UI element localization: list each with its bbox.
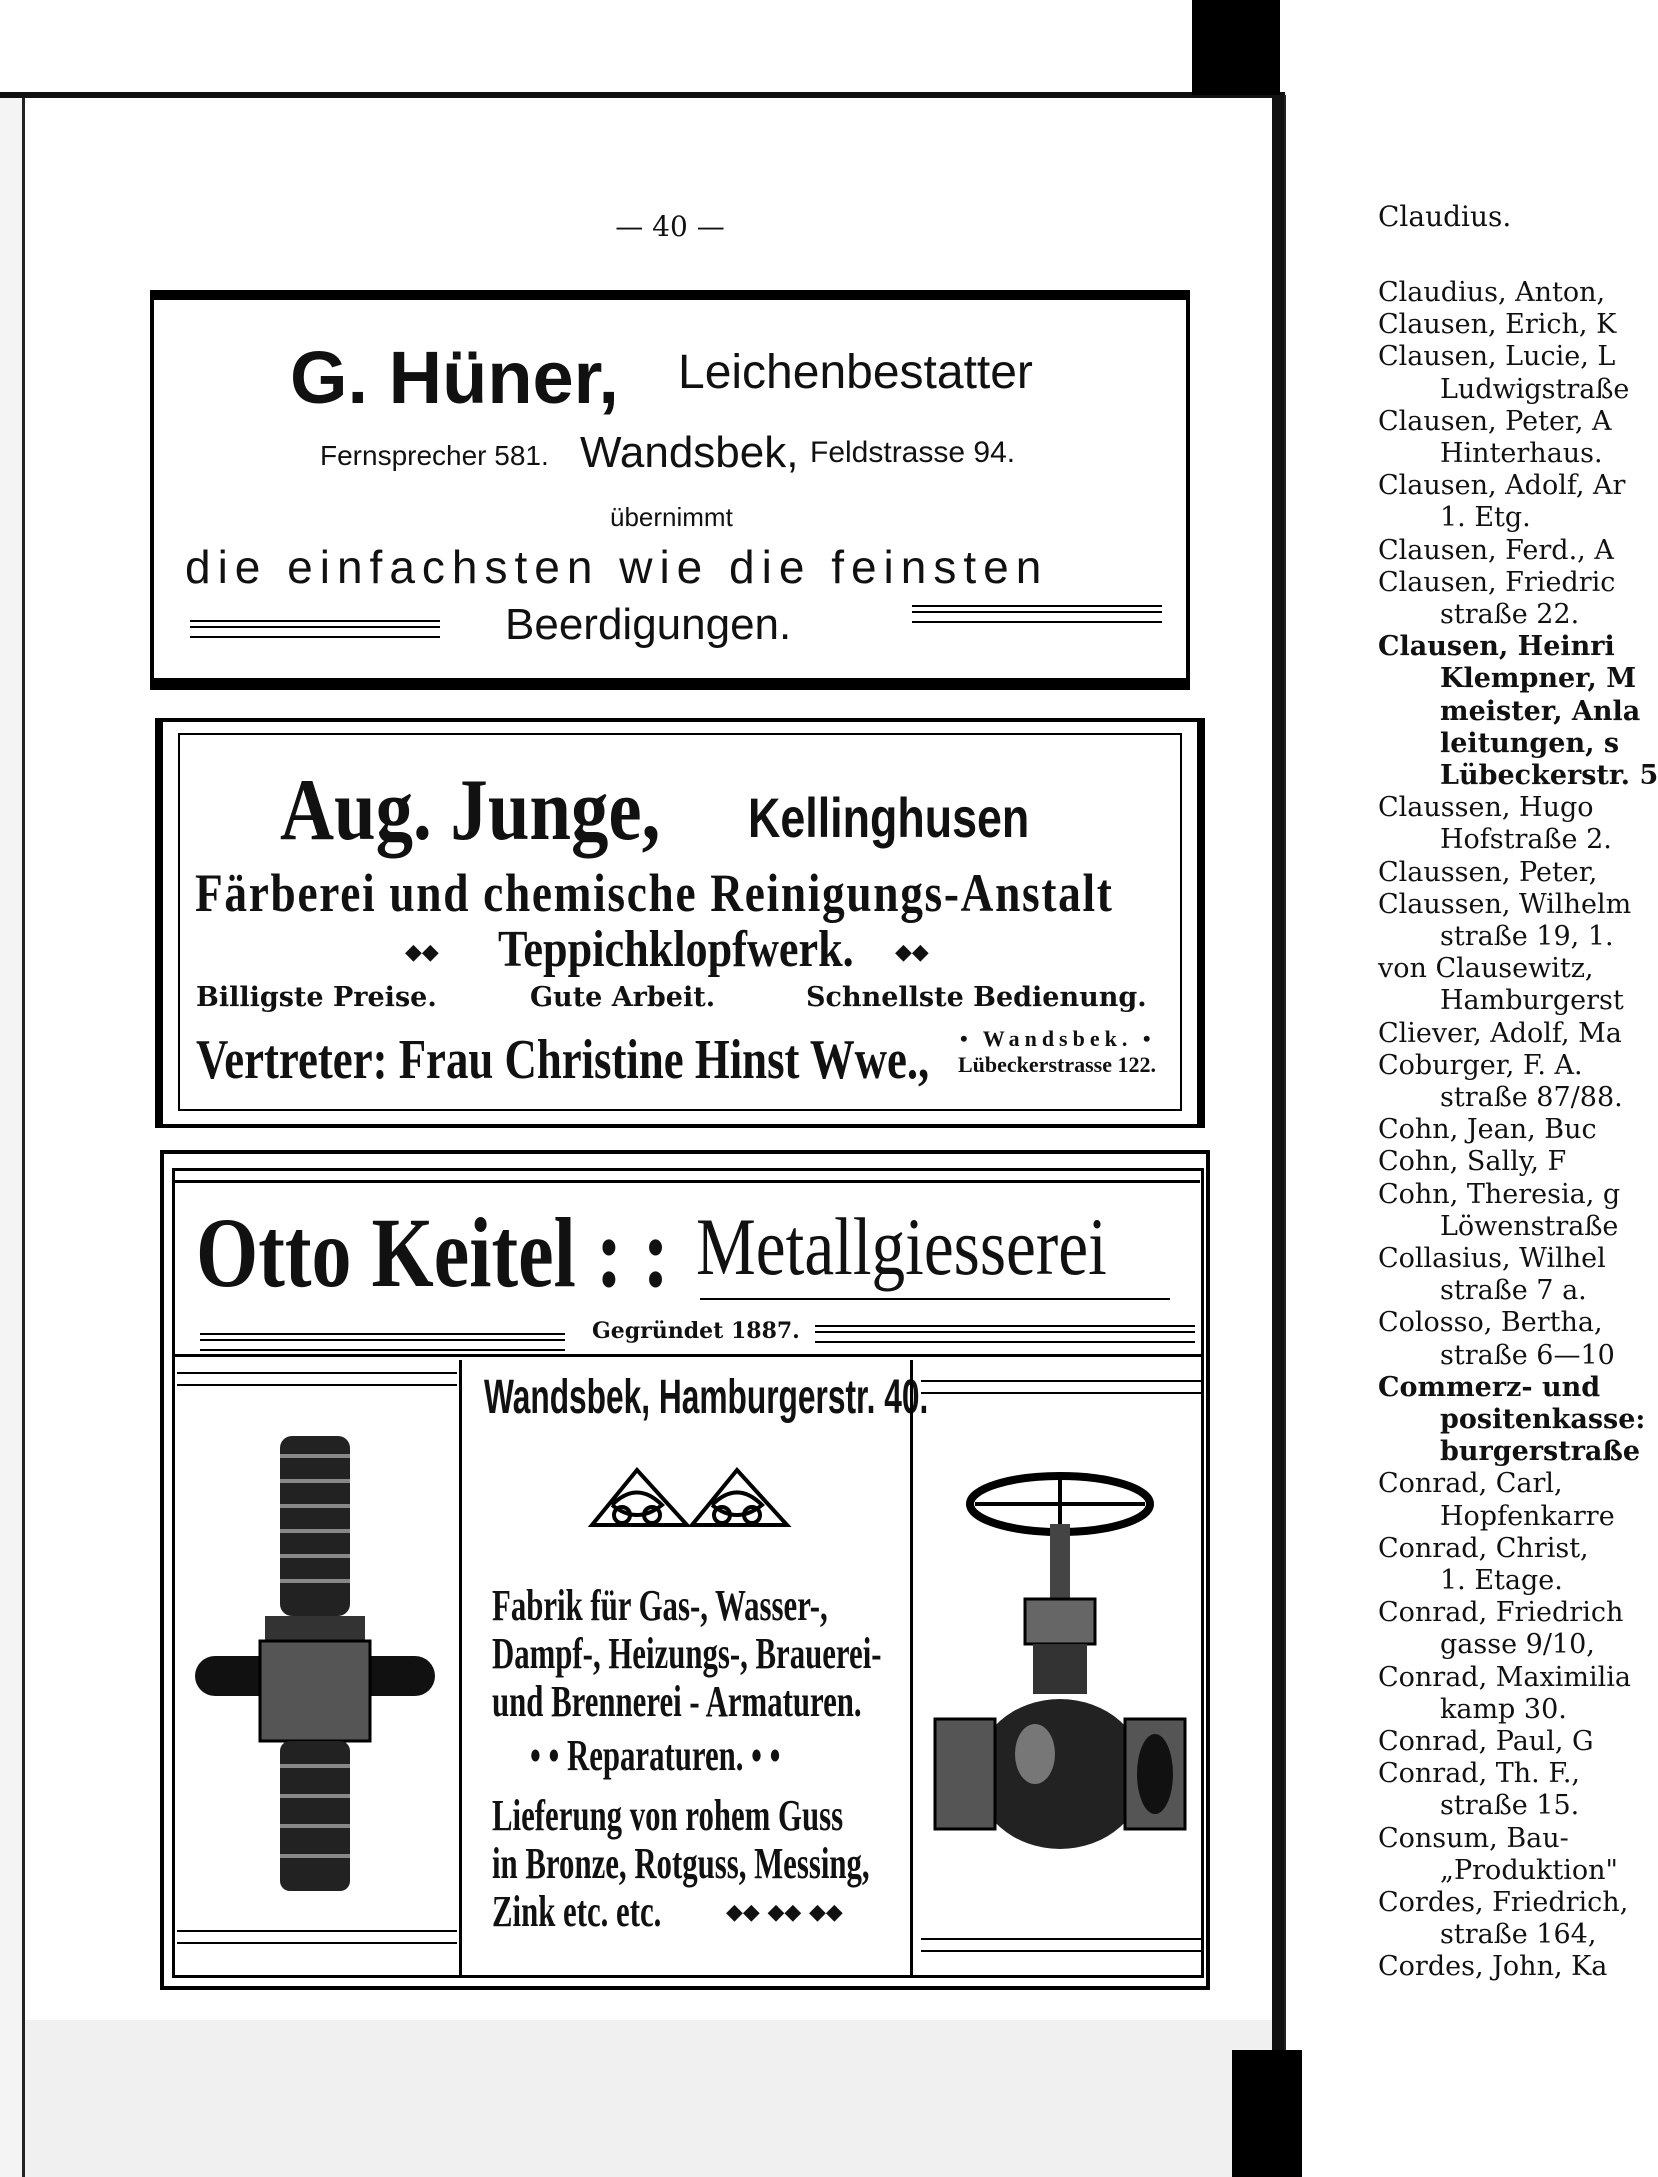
page-top-edge — [0, 92, 1285, 98]
directory-entry: Claussen, Hugo — [1378, 792, 1594, 824]
directory-entry: Conrad, Paul, G — [1378, 1726, 1594, 1757]
hose-coupling-icon — [180, 1426, 450, 1906]
ad-keitel-supply-line: Lieferung von rohem Guss — [492, 1791, 844, 1840]
directory-entry: gasse 9/10, — [1440, 1629, 1595, 1661]
ad-huener-street: Feldstrasse 94. — [810, 436, 1016, 469]
directory-entry: Collasius, Wilhel — [1378, 1243, 1606, 1274]
ornament-icon: ◆◆ ◆◆ ◆◆ — [726, 1900, 843, 1925]
directory-entry: burgerstraße — [1440, 1436, 1641, 1468]
directory-entry: Hofstraße 2. — [1440, 824, 1612, 856]
directory-entry: Cordes, Friedrich, — [1378, 1887, 1629, 1918]
decorative-rule — [177, 1372, 457, 1386]
directory-entry: Conrad, Carl, — [1378, 1468, 1563, 1500]
directory-entry: Claudius, Anton, — [1378, 277, 1606, 308]
directory-entry: Clausen, Adolf, Ar — [1378, 470, 1626, 502]
directory-entry: Conrad, Maximilia — [1378, 1661, 1631, 1693]
ad-junge-rep-city: • Wandsbek. • — [960, 1026, 1156, 1051]
decorative-rule — [190, 620, 440, 638]
ad-huener-phone: Fernsprecher 581. — [320, 440, 549, 471]
ad-junge-service: Schnellste Bedienung. — [806, 982, 1147, 1013]
ad-keitel-fabrik-line: Fabrik für Gas-, Wasser-, — [492, 1581, 828, 1630]
ad-keitel-supply-line: Zink etc. etc. — [492, 1887, 662, 1936]
directory-entry: von Clausewitz, — [1378, 953, 1594, 985]
directory-entry: positenkasse: — [1440, 1404, 1646, 1435]
ad-huener-tagline: die einfachsten wie die feinsten — [185, 541, 1049, 593]
page-number: — 40 — — [615, 210, 725, 243]
spine-shadow-top — [1192, 0, 1280, 95]
ornament-icon: ◆◆ — [405, 940, 439, 965]
directory-entry: Claussen, Peter, — [1378, 856, 1598, 888]
decorative-rule — [912, 605, 1162, 623]
ad-junge-carpet: Teppichklopfwerk. — [498, 921, 854, 978]
ad-keitel-fabrik-line: und Brennerei - Armaturen. — [492, 1677, 862, 1726]
ad-keitel-supply-line: in Bronze, Rotguss, Messing, — [492, 1839, 870, 1888]
ad-junge-business: Färberei und chemische Reinigungs-Anstalt — [195, 863, 1114, 923]
directory-entry: Conrad, Th. F., — [1378, 1758, 1581, 1790]
decorative-rule — [175, 1180, 1200, 1183]
directory-entry: meister, Anla — [1440, 695, 1641, 727]
directory-entry: Consum, Bau- — [1378, 1822, 1569, 1854]
directory-entry: Cohn, Jean, Buc — [1378, 1114, 1597, 1146]
directory-entry: straße 15. — [1440, 1790, 1580, 1822]
directory-entry: Clausen, Heinri — [1378, 631, 1615, 663]
directory-entry: straße 6—10 — [1440, 1339, 1615, 1371]
art-nouveau-ornament-icon — [582, 1455, 802, 1540]
ad-junge-name: Aug. Junge, — [280, 762, 661, 859]
decorative-rule — [921, 1380, 1201, 1394]
directory-entry: Clausen, Friedric — [1378, 566, 1616, 598]
decorative-rule — [172, 1354, 1204, 1357]
decorative-rule — [700, 1298, 1170, 1300]
ad-keitel-founded: Gegründet 1887. — [592, 1318, 800, 1344]
directory-entry: Cordes, John, Ka — [1378, 1951, 1608, 1983]
ad-junge-work: Gute Arbeit. — [530, 982, 716, 1013]
directory-entry: Klempner, M — [1440, 663, 1637, 695]
directory-entry: Coburger, F. A. — [1378, 1049, 1583, 1081]
gutter-shadow — [1272, 95, 1284, 2050]
ad-huener-service: Beerdigungen. — [505, 600, 792, 649]
ad-junge-representative: Vertreter: Frau Christine Hinst Wwe., — [196, 1029, 930, 1091]
decorative-rule — [815, 1325, 1195, 1343]
directory-entry: Clausen, Lucie, L — [1378, 341, 1616, 373]
directory-entry: straße 19, 1. — [1440, 921, 1614, 952]
directory-entry: straße 7 a. — [1440, 1275, 1587, 1307]
directory-entry: Conrad, Christ, — [1378, 1532, 1589, 1564]
directory-entry: Claussen, Wilhelm — [1378, 888, 1632, 920]
directory-entry: Clausen, Erich, K — [1378, 309, 1617, 341]
directory-entry: Cohn, Theresia, g — [1378, 1178, 1621, 1210]
directory-entry: Cliever, Adolf, Ma — [1378, 1017, 1622, 1049]
ad-huener-title: Leichenbestatter — [678, 346, 1033, 399]
directory-entry: Hopfenkarre — [1440, 1500, 1615, 1532]
valve-icon — [925, 1464, 1195, 1894]
ad-huener-name: G. Hüner, — [290, 336, 619, 419]
directory-entry: Clausen, Ferd., A — [1378, 534, 1614, 566]
ad-keitel-fabrik-line: Dampf-, Heizungs-, Brauerei- — [492, 1629, 882, 1678]
directory-header: Claudius. — [1378, 200, 1512, 233]
directory-entry: straße 22. — [1440, 599, 1580, 630]
directory-entry: Lübeckerstr. 5 — [1440, 760, 1658, 791]
directory-entry: Clausen, Peter, A — [1378, 405, 1612, 437]
directory-entry: 1. Etg. — [1440, 502, 1531, 534]
directory-entry: Cohn, Sally, F — [1378, 1146, 1567, 1178]
spine-shadow-bottom — [1232, 2050, 1302, 2177]
ad-keitel-trade: Metallgiesserei — [696, 1201, 1107, 1292]
directory-entry: straße 164, — [1440, 1919, 1597, 1951]
page-bottom-margin — [22, 2020, 1282, 2177]
directory-entry: Hamburgerst — [1440, 985, 1624, 1017]
directory-entry: Löwenstraße — [1440, 1210, 1619, 1242]
decorative-rule — [177, 1930, 457, 1944]
ornament-icon: ◆◆ — [895, 940, 929, 965]
ad-junge-rep-street: Lübeckerstrasse 122. — [958, 1052, 1156, 1077]
ad-huener-takes-over: übernimmt — [610, 502, 733, 532]
ad-junge-place: Kellinghusen — [748, 786, 1030, 849]
directory-entry: kamp 30. — [1440, 1693, 1567, 1725]
ad-keitel-repairs: • • Reparaturen. • • — [530, 1731, 781, 1780]
directory-entry: straße 87/88. — [1440, 1082, 1623, 1113]
ad-keitel-left-panel — [172, 1360, 462, 1975]
ad-junge-price: Billigste Preise. — [196, 982, 437, 1013]
directory-entry: 1. Etage. — [1440, 1565, 1563, 1596]
directory-entry: leitungen, s — [1440, 727, 1620, 759]
directory-entry: Conrad, Friedrich — [1378, 1597, 1624, 1629]
directory-entry: Ludwigstraße — [1440, 373, 1630, 405]
ad-keitel-name: Otto Keitel : : — [196, 1197, 670, 1308]
decorative-rule — [200, 1333, 565, 1351]
decorative-rule — [921, 1938, 1201, 1952]
directory-entry: Hinterhaus. — [1440, 438, 1603, 469]
ad-keitel-right-panel — [910, 1360, 1204, 1975]
directory-entry: Colosso, Bertha, — [1378, 1307, 1603, 1339]
page-left-edge — [0, 95, 25, 2177]
ad-keitel-city: Wandsbek, Hamburgerstr. 40. — [484, 1371, 929, 1424]
ad-huener-city: Wandsbek, — [580, 428, 799, 477]
directory-entry: Commerz- und — [1378, 1371, 1601, 1403]
directory-entry: „Produktion" — [1440, 1854, 1618, 1886]
